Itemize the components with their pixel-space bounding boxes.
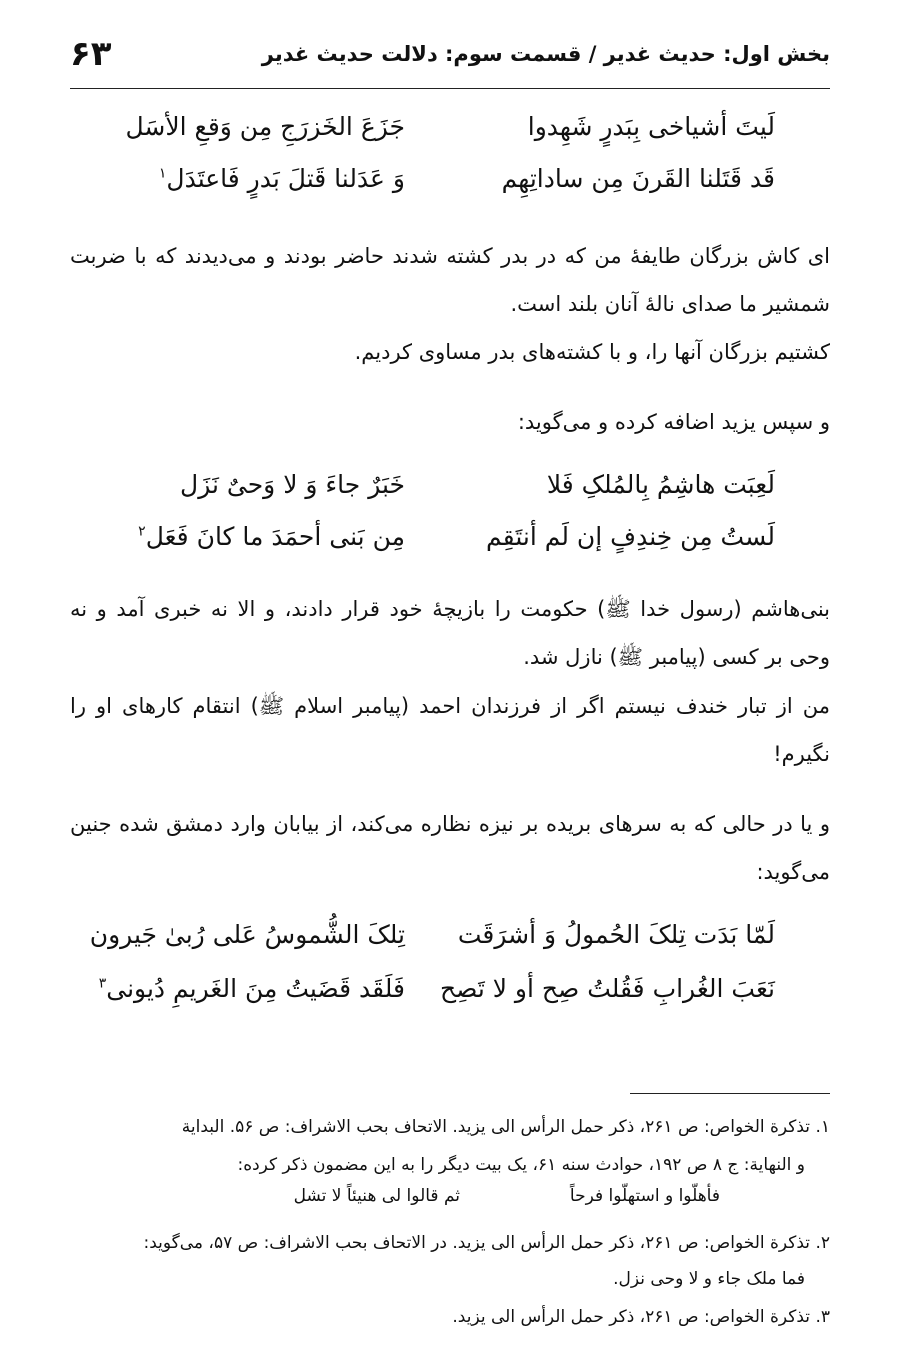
verse-line: [70, 470, 830, 520]
paragraph: کشتیم بزرگان آنها را، و با کشته‌های بدر مساوی کردیم.: [354, 340, 830, 364]
verse-left-hemistich: خَبَرٌ جاءَ وَ لا وَحیٌ نَزَل: [180, 470, 405, 499]
verse-line: [70, 920, 830, 970]
verse-right-hemistich: لَیتَ أشیاخی بِبَدرٍ شَهِدوا: [527, 112, 775, 141]
verse-right-hemistich: لَعِبَت هاشِمُ بِالمُلکِ فَلا: [546, 470, 775, 499]
paragraph: ای کاش بزرگان طایفهٔ من که در بدر کشته شدند حاضر بودند و می‌دیدند که با ضربت شمشیر ما صدای نالهٔ آنان بلند است.: [70, 244, 830, 316]
page-header: [70, 34, 830, 89]
verse-left-hemistich: وَ عَدَلنا قَتلَ بَدرٍ فَاعتَدَل$^۱$: [158, 164, 405, 193]
paragraph: بنی‌هاشم (رسول خدا ﷺ) حکومت را بازیچهٔ خود قرار دادند، و الا نه خبری آمد و نه وحی بر کسی (پیامبر ﷺ) نازل شد.: [70, 597, 830, 669]
verse-left-hemistich: تِلکَ الشُّموسُ عَلی رُبیٰ جَیرون: [89, 920, 405, 949]
verse-left-hemistich: جَزَعَ الخَزرَجِ مِن وَقعِ الأسَل: [125, 112, 405, 141]
paragraph: من از تبار خندف نیستم اگر از فرزندان احمد (پیامبر اسلام ﷺ) انتقام کارهای او را نگیرم!: [70, 694, 830, 766]
verse-right-hemistich: لَستُ مِن خِندِفٍ إن لَم أنتَقِم: [486, 522, 775, 551]
verse-right-hemistich: قَد قَتَلنا القَرنَ مِن ساداتِهِم: [501, 164, 775, 193]
verse-left-hemistich: مِن بَنی أحمَدَ ما کانَ فَعَل$^۲$: [138, 522, 405, 551]
footnote-2-continued: فما ملک جاء و لا وحی نزل.: [613, 1269, 805, 1289]
footnote-3: ۳. تذکرة الخواص: ص ۲۶۱، ذکر حمل الرأس الی یزید.: [452, 1307, 830, 1327]
running-title: بخش اول: حدیث غدیر / قسمت سوم: دلالت حدیث غدیر: [261, 42, 830, 66]
verse-line: [70, 974, 830, 1024]
verse-right-hemistich: نَعَبَ الغُرابِ فَقُلتُ صِح أو لا تَصِح: [440, 974, 775, 1003]
footnote-marker: ۱: [158, 165, 167, 182]
paragraph: و سپس یزید اضافه کرده و می‌گوید:: [517, 410, 830, 434]
footnote-2: ۲. تذکرة الخواص: ص ۲۶۱، ذکر حمل الرأس الی یزید. در الاتحاف بحب الاشراف: ص ۵۷، می‌گوید:: [143, 1233, 830, 1253]
page-number: ۶۳: [70, 34, 112, 74]
verse-right-hemistich: لَمّا بَدَت تِلکَ الحُمولُ وَ أشرَقَت: [457, 920, 775, 949]
footnote-1-continued: و النهایة: ج ۸ ص ۱۹۲، حوادث سنه ۶۱، یک بیت دیگر را به این مضمون ذکر کرده:: [237, 1155, 805, 1175]
verse-left-hemistich: فَلَقَد قَضَیتُ مِنَ الغَریمِ دُیونی$^۳$: [98, 974, 405, 1003]
verse-line: [70, 522, 830, 572]
footnote-verse-right: فأهلّوا و استهلّوا فرحاً: [569, 1186, 720, 1206]
footnote-marker: ۲: [138, 523, 146, 540]
paragraph: و یا در حالی که به سرهای بریده بر نیزه نظاره می‌کند، از بیابان وارد دمشق شده جنین می‌گوید:: [70, 812, 830, 884]
footnote-verse-left: ثم قالوا لی هنیئاً لا تشل: [293, 1186, 460, 1206]
footnote-1: ۱. تذکرة الخواص: ص ۲۶۱، ذکر حمل الرأس الی یزید. الاتحاف بحب الاشراف: ص ۵۶. البدایة: [181, 1117, 830, 1137]
footnote-separator: [630, 1093, 830, 1094]
verse-line: [70, 112, 830, 162]
footnote-marker: ۳: [98, 975, 107, 992]
verse-line: [70, 164, 830, 214]
